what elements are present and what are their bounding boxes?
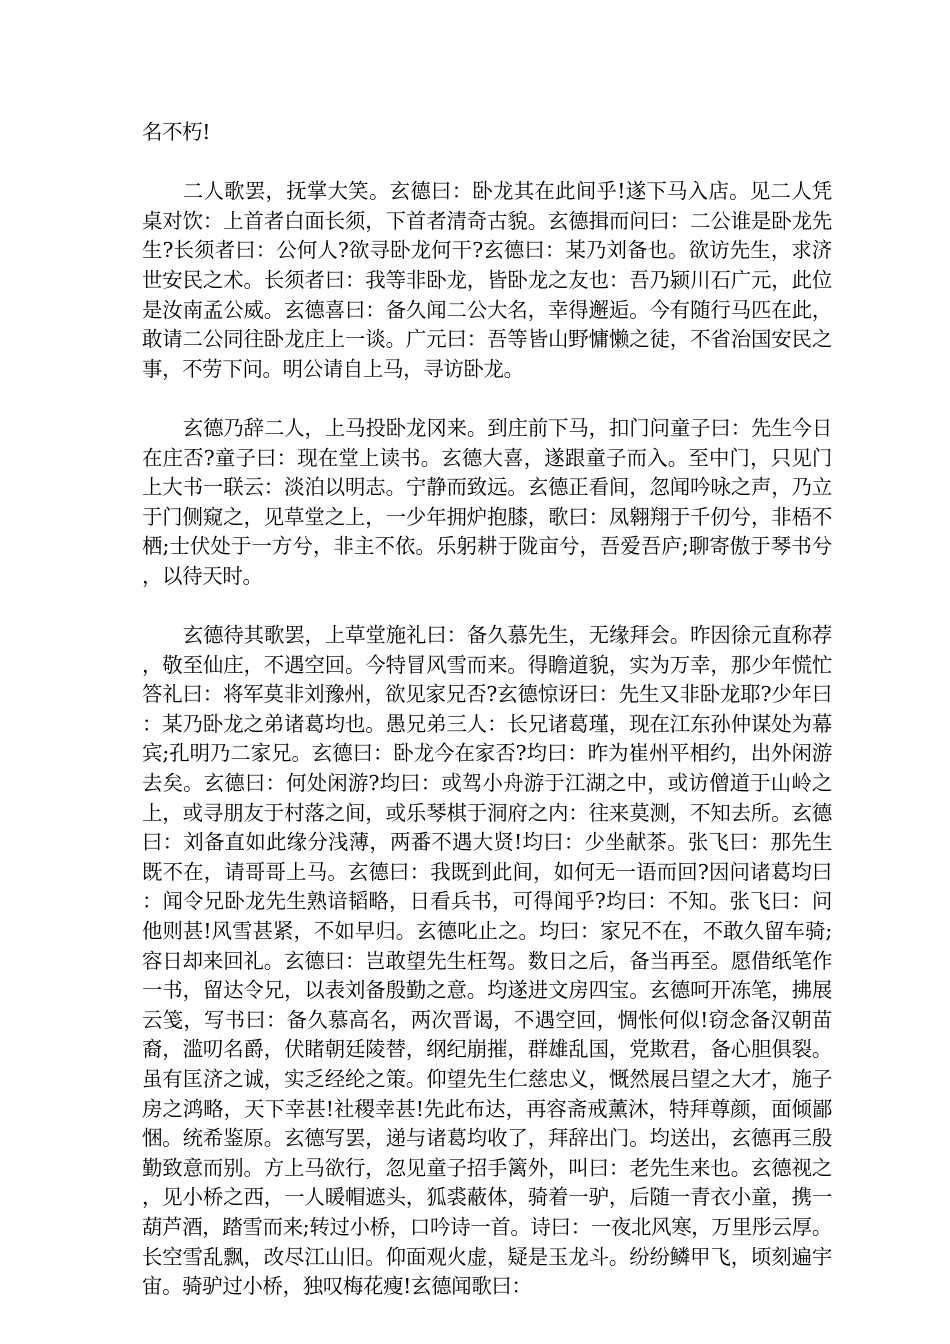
paragraph-continuation: 名不朽!	[142, 120, 211, 144]
paragraph-visit-wolong: 玄德乃辞二人，上马投卧龙冈来。到庄前下马，扣门问童子曰：先生今日在庄否?童子曰：现在堂上读书。玄德大喜，遂跟童子而入。至中门，只见门上大书一联云：淡泊以明志。宁静而致远。玄德正看间，忽闻吟咏之声，乃立于门侧窥之，见草堂之上，一少年拥炉抱膝，歌曰：凤翱翔于千仞兮，非梧不栖;士伏处于一方兮，非主不依。乐躬耕于陇亩兮，吾爱吾庐;聊寄傲于琴书兮，以待天时。	[142, 415, 832, 588]
paragraph-spacer	[142, 592, 832, 622]
document-body	[142, 118, 832, 1302]
paragraph-meeting-friends: 二人歌罢，抚掌大笑。玄德曰：卧龙其在此间乎!遂下马入店。见二人凭桌对饮：上首者白面长须，下首者清奇古貌。玄德揖而问曰：二公谁是卧龙先生?长须者曰：公何人?欲寻卧龙何干?玄德曰：某乃刘备也。欲访先生，求济世安民之术。长须者曰：我等非卧龙，皆卧龙之友也：吾乃颍川石广元，此位是汝南孟公威。玄德喜曰：备久闻二公大名，幸得邂逅。今有随行马匹在此，敢请二公同往卧龙庄上一谈。广元曰：吾等皆山野慵懒之徒，不省治国安民之事，不劳下问。明公请自上马，寻访卧龙。	[142, 179, 832, 381]
paragraph-letter: 玄德待其歌罢，上草堂施礼曰：备久慕先生，无缘拜会。昨因徐元直称荐，敬至仙庄，不遇空回。今特冒风雪而来。得瞻道貌，实为万幸，那少年慌忙答礼曰：将军莫非刘豫州，欲见家兄否?玄德惊讶曰：先生又非卧龙耶?少年曰：某乃卧龙之弟诸葛均也。愚兄弟三人：长兄诸葛瑾，现在江东孙仲谋处为幕宾;孔明乃二家兄。玄德曰：卧龙今在家否?均曰：昨为崔州平相约，出外闲游去矣。玄德曰：何处闲游?均曰：或驾小舟游于江湖之中，或访僧道于山岭之上，或寻朋友于村落之间，或乐琴棋于洞府之内：往来莫测，不知去所。玄德曰：刘备直如此缘分浅薄，两番不遇大贤!均曰：少坐献茶。张飞曰：那先生既不在，请哥哥上马。玄德曰：我既到此间，如何无一语而回?因问诸葛均曰：闻令兄卧龙先生熟谙韬略，日看兵书，可得闻乎?均曰：不知。张飞曰：问他则甚!风雪甚紧，不如早归。玄德叱止之。均曰：家兄不在，不敢久留车骑;容日却来回礼。玄德曰：岂敢望先生枉驾。数日之后，备当再至。愿借纸笔作一书，留达令兄，以表刘备殷勤之意。均遂进文房四宝。玄德呵开冻笔，拂展云笺，写书曰：备久慕高名，两次晋谒，不遇空回，惆怅何似!窃念备汉朝苗裔，滥叨名爵，伏睹朝廷陵替，纲纪崩摧，群雄乱国，党欺君，备心胆俱裂。虽有匡济之诚，实乏经纶之策。仰望先生仁慈忠义，慨然展吕望之大才，施子房之鸿略，天下幸甚!社稷幸甚!先此布达，再容斋戒薰沐，特拜尊颜，面倾鄙悃。统希鉴原。玄德写罢，递与诸葛均收了，拜辞出门。均送出，玄德再三殷勤致意而别。方上马欲行，忽见童子招手篱外，叫曰：老先生来也。玄德视之，见小桥之西，一人暖帽遮头，狐裘蔽体，骑着一驴，后随一青衣小童，携一葫芦酒，踏雪而来;转过小桥，口吟诗一首。诗曰：一夜北风寒，万里彤云厚。长空雪乱飘，改尽江山旧。仰面观火虚，疑是玉龙斗。纷纷鳞甲飞，顷刻遍宇宙。骑驴过小桥，独叹梅花瘦!玄德闻歌曰：	[142, 623, 832, 1299]
paragraph-spacer	[142, 384, 832, 414]
paragraph-spacer	[142, 148, 832, 178]
